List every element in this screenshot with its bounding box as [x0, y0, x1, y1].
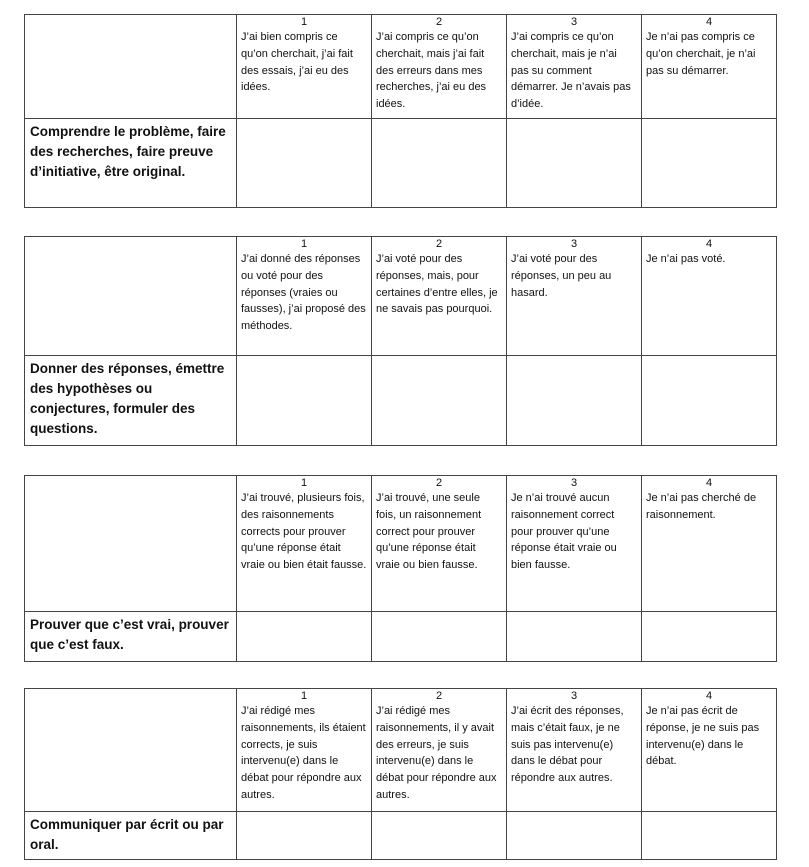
- level-description: J’ai compris ce qu’on cherchait, mais j’ai fait des erreurs dans mes recherches, j’ai eu des idées.: [376, 31, 487, 111]
- level-number: 4: [705, 238, 713, 250]
- answer-cell-3[interactable]: [507, 356, 642, 446]
- level-description: J’ai voté pour des réponses, un peu au hasard.: [511, 253, 612, 299]
- level-cell-3: [507, 237, 642, 356]
- level-description: Je n’ai trouvé aucun raisonnement correct pour prouver qu’une réponse était vraie ou bien fausse.: [511, 492, 617, 572]
- levels-row: [25, 689, 777, 812]
- rubric-table-2: [24, 236, 777, 446]
- criterion-label: Donner des réponses, émettre des hypothèses ou conjectures, formuler des questions.: [25, 356, 237, 446]
- level-number: 3: [570, 477, 578, 489]
- level-description: J’ai écrit des réponses, mais c’était faux, je ne suis pas intervenu(e) dans le débat pour répondre aux autres.: [511, 705, 624, 785]
- level-number: 3: [570, 238, 578, 250]
- answer-cell-1[interactable]: [237, 812, 372, 860]
- level-number: 2: [435, 238, 443, 250]
- level-description: J’ai rédigé mes raisonnements, ils étaient corrects, je suis intervenu(e) dans le débat pour répondre aux autres.: [241, 705, 366, 801]
- level-description: J’ai trouvé, une seule fois, un raisonnement correct pour prouver qu’une réponse était vraie ou bien fausse.: [376, 492, 482, 572]
- answer-cell-1[interactable]: [237, 612, 372, 662]
- level-description: J’ai bien compris ce qu’on cherchait, j’ai fait des essais, j’ai eu des idées.: [241, 31, 353, 94]
- rubric-table-3: [24, 475, 777, 662]
- level-number: 3: [570, 16, 578, 28]
- criterion-row: [25, 812, 777, 860]
- level-description: Je n’ai pas écrit de réponse, je ne suis pas intervenu(e) dans le débat.: [646, 705, 760, 768]
- answer-cell-4[interactable]: [642, 119, 777, 208]
- level-number: 4: [705, 690, 713, 702]
- criterion-label: Prouver que c’est vrai, prouver que c’est faux.: [25, 612, 237, 662]
- level-cell-4: [642, 476, 777, 612]
- level-description: J’ai trouvé, plusieurs fois, des raisonnements corrects pour prouver qu’une réponse était vraie ou bien était fausse.: [241, 492, 367, 572]
- rubric-table-4: [24, 688, 777, 860]
- level-cell-3: [507, 15, 642, 119]
- level-description: J’ai rédigé mes raisonnements, il y avait des erreurs, je suis intervenu(e) dans le débat pour répondre aux autres.: [376, 705, 497, 801]
- level-cell-1: [237, 689, 372, 812]
- level-number: 2: [435, 16, 443, 28]
- levels-row: [25, 237, 777, 356]
- level-cell-2: [372, 237, 507, 356]
- level-number: 4: [705, 16, 713, 28]
- empty-header-cell: [25, 476, 237, 612]
- level-description: J’ai donné des réponses ou voté pour des réponses (vraies ou fausses), j’ai proposé des méthodes.: [241, 253, 366, 333]
- answer-cell-3[interactable]: [507, 612, 642, 662]
- criterion-row: [25, 119, 777, 208]
- level-description: Je n’ai pas compris ce qu’on cherchait, je n’ai pas su démarrer.: [646, 31, 756, 77]
- level-cell-1: [237, 476, 372, 612]
- criterion-row: [25, 356, 777, 446]
- level-cell-4: [642, 15, 777, 119]
- answer-cell-2[interactable]: [372, 119, 507, 208]
- level-description: J’ai voté pour des réponses, mais, pour certaines d’entre elles, je ne savais pas pourquoi.: [376, 253, 498, 316]
- criterion-row: [25, 612, 777, 662]
- answer-cell-4[interactable]: [642, 612, 777, 662]
- level-cell-4: [642, 237, 777, 356]
- level-cell-2: [372, 15, 507, 119]
- level-cell-1: [237, 237, 372, 356]
- level-description: Je n’ai pas voté.: [646, 253, 726, 265]
- level-cell-2: [372, 476, 507, 612]
- levels-row: [25, 476, 777, 612]
- answer-cell-3[interactable]: [507, 119, 642, 208]
- level-number: 1: [300, 16, 308, 28]
- level-number: 4: [705, 477, 713, 489]
- level-description: Je n’ai pas cherché de raisonnement.: [646, 492, 757, 521]
- answer-cell-3[interactable]: [507, 812, 642, 860]
- levels-row: [25, 15, 777, 119]
- level-cell-1: [237, 15, 372, 119]
- answer-cell-2[interactable]: [372, 812, 507, 860]
- level-description: J’ai compris ce qu’on cherchait, mais je n’ai pas su comment démarrer. Je n’avais pas d’idée.: [511, 31, 631, 111]
- rubric-table-1: [24, 14, 777, 208]
- criterion-label: Comprendre le problème, faire des recherches, faire preuve d’initiative, être original.: [25, 119, 237, 208]
- criterion-label: Communiquer par écrit ou par oral.: [25, 812, 237, 860]
- level-cell-3: [507, 689, 642, 812]
- answer-cell-4[interactable]: [642, 356, 777, 446]
- level-number: 3: [570, 690, 578, 702]
- level-number: 2: [435, 477, 443, 489]
- answer-cell-2[interactable]: [372, 356, 507, 446]
- empty-header-cell: [25, 237, 237, 356]
- answer-cell-1[interactable]: [237, 119, 372, 208]
- answer-cell-1[interactable]: [237, 356, 372, 446]
- empty-header-cell: [25, 689, 237, 812]
- level-number: 1: [300, 477, 308, 489]
- level-cell-3: [507, 476, 642, 612]
- answer-cell-4[interactable]: [642, 812, 777, 860]
- level-cell-4: [642, 689, 777, 812]
- level-number: 1: [300, 690, 308, 702]
- level-number: 1: [300, 238, 308, 250]
- level-cell-2: [372, 689, 507, 812]
- level-number: 2: [435, 690, 443, 702]
- empty-header-cell: [25, 15, 237, 119]
- answer-cell-2[interactable]: [372, 612, 507, 662]
